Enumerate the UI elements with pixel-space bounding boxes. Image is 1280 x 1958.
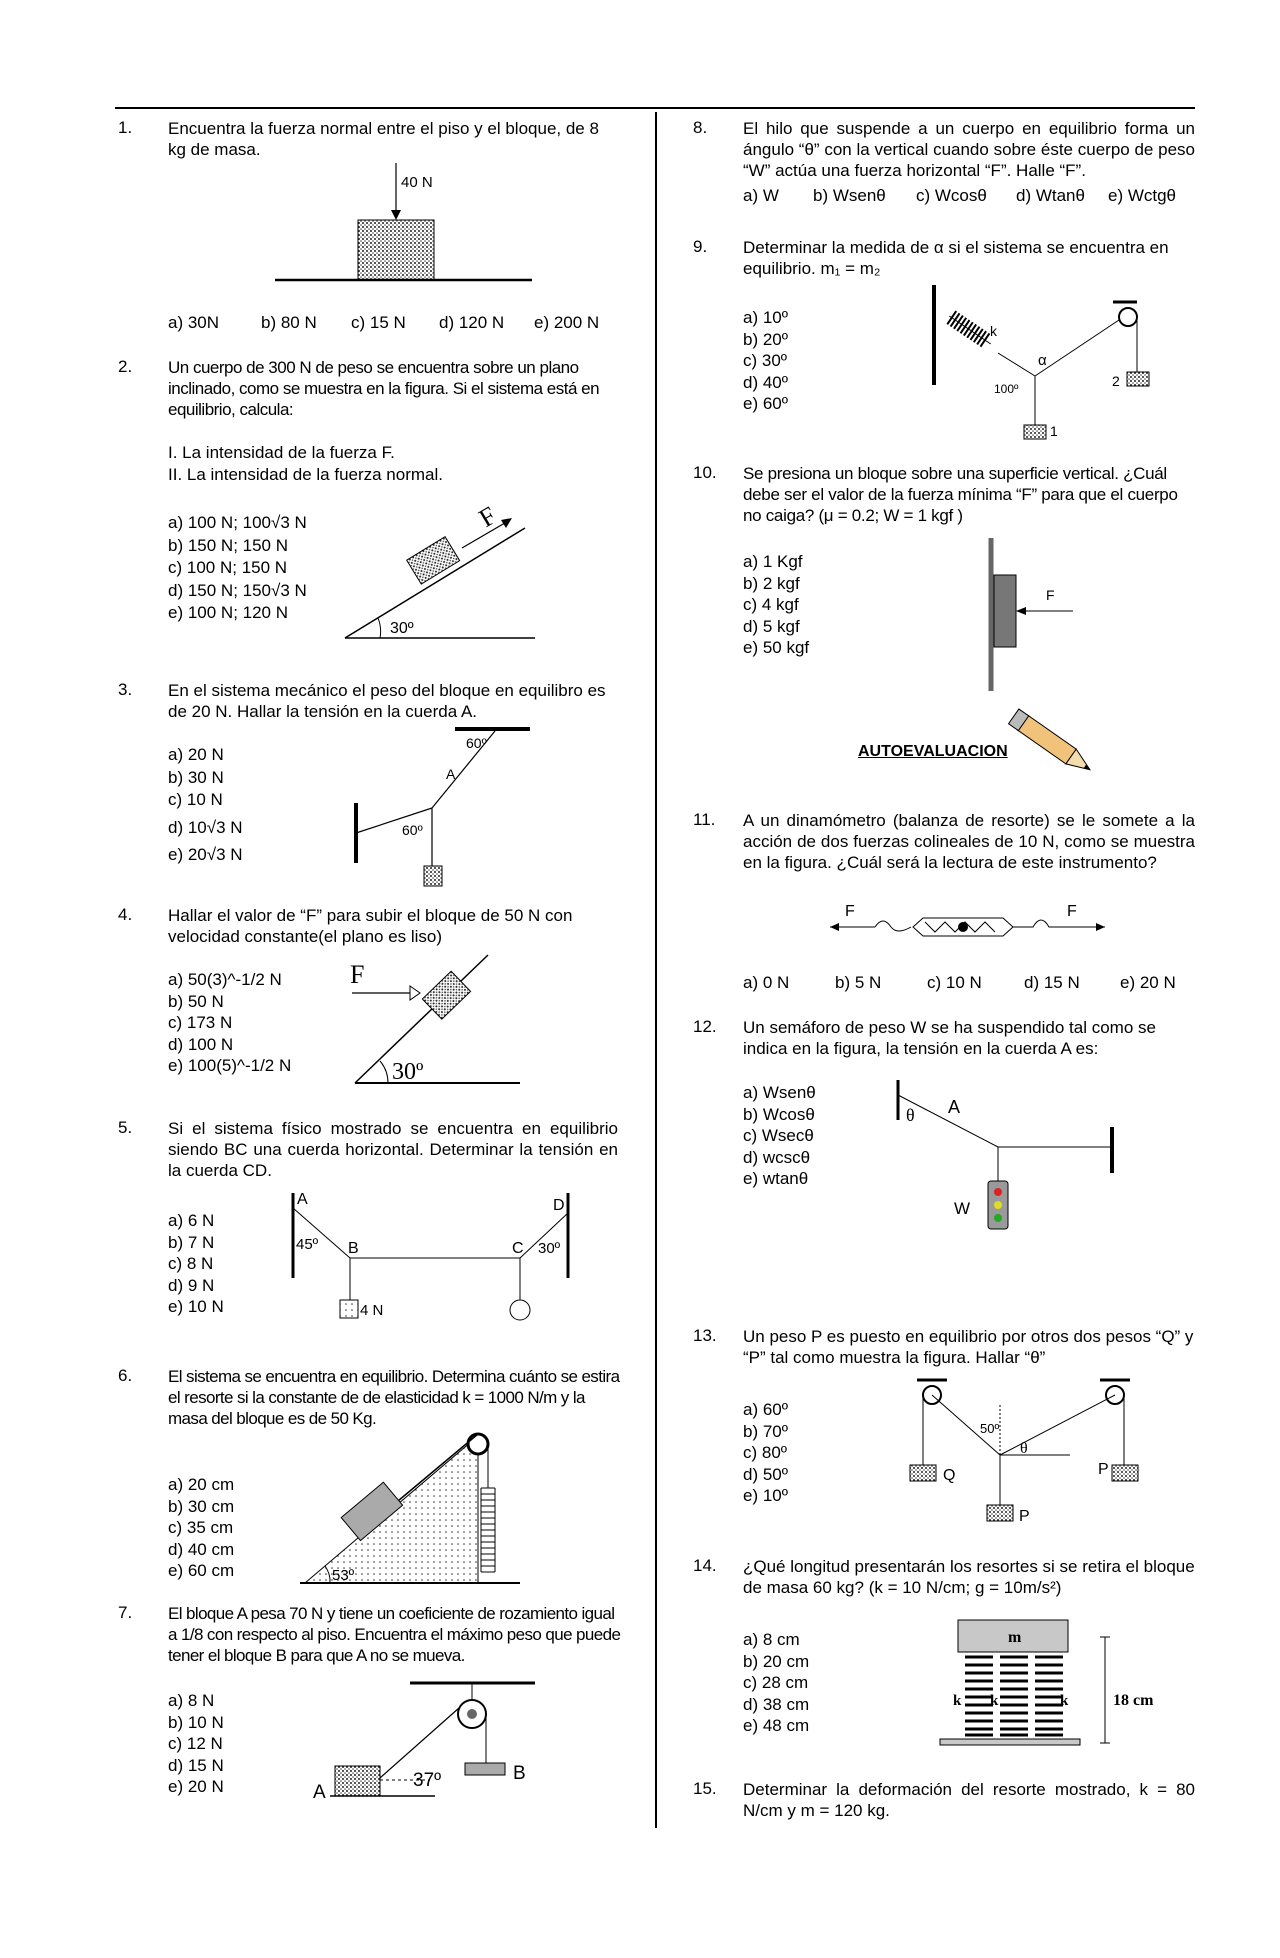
q12-options [743, 1082, 816, 1190]
weight-label: Q [943, 1467, 956, 1484]
force-label: F [845, 903, 855, 920]
top-rule [115, 107, 1195, 109]
option[interactable]: c) 4 kgf [743, 595, 799, 614]
option[interactable]: e) 48 cm [743, 1716, 810, 1735]
option[interactable]: b) Wcosθ [743, 1104, 815, 1124]
block-label: B [513, 1763, 526, 1784]
q9-figure [930, 280, 1170, 450]
option[interactable]: b) 150 N; 150 N [168, 535, 289, 555]
q4-options [168, 969, 291, 1077]
question-number: 6. [118, 1366, 133, 1385]
question-number: 13. [693, 1326, 717, 1345]
option[interactable]: e) 20√3 N [168, 845, 243, 864]
option[interactable]: d) 40º [743, 372, 788, 392]
force-label: F [473, 500, 502, 533]
question-text: El hilo que suspende a un cuerpo en equilibrio forma un ángulo “θ” con la vertical cuando sobre éste cuerpo de peso “W” actúa una fuerza horizontal “F”. Halle “F”. [743, 119, 1195, 180]
mass-label: 1 [1050, 423, 1058, 439]
option[interactable]: d) 50º [743, 1464, 788, 1484]
question-number: 1. [118, 118, 133, 137]
question-number: 9. [693, 237, 708, 256]
option[interactable]: e) 10º [743, 1486, 788, 1505]
option[interactable]: e) 10 N [168, 1297, 224, 1316]
weight-label: 4 N [360, 1302, 384, 1319]
q6-figure [300, 1428, 525, 1588]
q1-options [168, 313, 599, 333]
option[interactable]: a) 50(3)^-1/2 N [168, 970, 282, 989]
q2-figure [340, 500, 540, 642]
option[interactable]: b) 80 N [261, 313, 317, 332]
mass-label: 2 [1112, 373, 1120, 389]
option[interactable]: e) 60 cm [168, 1561, 235, 1580]
option[interactable]: e) 60º [743, 394, 788, 413]
option[interactable]: a) 30N [168, 313, 220, 332]
pencil-icon [1000, 708, 1110, 783]
option[interactable]: b) 5 N [835, 973, 882, 992]
force-label: 40 N [401, 174, 433, 191]
point-label: B [348, 1240, 359, 1257]
question-number: 8. [693, 118, 708, 137]
option[interactable]: d) 38 cm [743, 1694, 810, 1714]
option[interactable]: c) 12 N [168, 1734, 223, 1753]
option[interactable]: a) 8 cm [743, 1630, 800, 1649]
q10-options [743, 551, 809, 659]
angle-label: α [1038, 352, 1047, 369]
question-text: Hallar el valor de “F” para subir el bloque de 50 N con velocidad constante(el plano es liso) [168, 906, 573, 946]
q4-figure [340, 953, 525, 1088]
question-text: Se presiona un bloque sobre una superficie vertical. ¿Cuál debe ser el valor de la fuerza mínima “F” para que el cuerpo no caiga? (μ = 0.2; W = 1 kgf ) [743, 464, 1178, 525]
q3-options [168, 744, 243, 867]
option[interactable]: b) 20 cm [743, 1651, 810, 1671]
cord-label: A [446, 766, 456, 782]
option[interactable]: d) 150 N; 150√3 N [168, 580, 307, 600]
question-text: A un dinamómetro (balanza de resorte) se le somete a la acción de dos fuerzas colineales de 10 N, como se muestra en la figura. ¿Cuál será la lectura de este instrumento? [743, 811, 1195, 872]
q11-options [743, 973, 1176, 993]
angle-label: 45º [296, 1236, 319, 1253]
item: I. La intensidad de la fuerza F. [168, 443, 395, 462]
point-label: C [512, 1240, 524, 1257]
q11-figure [825, 900, 1125, 945]
option[interactable]: b) 30 cm [168, 1496, 235, 1516]
cord-label: A [948, 1097, 961, 1117]
angle-label: 60º [402, 822, 423, 838]
option[interactable]: e) 20 N [1120, 973, 1176, 992]
spring-label: k [1060, 1693, 1069, 1709]
option[interactable]: a) 60º [743, 1400, 788, 1419]
q1-figure [270, 158, 540, 288]
mass-label: m [1008, 1629, 1022, 1646]
angle-label: 30º [392, 1059, 424, 1085]
angle-label: 100º [994, 382, 1019, 396]
q10-figure [983, 533, 1103, 693]
q13-options [743, 1399, 788, 1507]
spring-label: k [990, 1693, 999, 1709]
force-label: F [350, 960, 365, 989]
option[interactable]: d) 40 cm [168, 1539, 235, 1559]
q2-items [168, 442, 443, 485]
angle-label: 60º [466, 735, 487, 751]
option[interactable]: a) 0 N [743, 973, 790, 992]
angle-label: θ [1020, 1440, 1028, 1457]
option[interactable]: d) 100 N [168, 1034, 234, 1054]
option[interactable]: c) 10 N [927, 973, 982, 992]
option[interactable]: a) 100 N; 100√3 N [168, 513, 307, 532]
point-label: D [553, 1197, 565, 1214]
option[interactable]: e) 20 N [168, 1777, 224, 1796]
q13-figure [905, 1375, 1150, 1525]
question-text: Encuentra la fuerza normal entre el piso y el bloque, de 8 kg de masa. [168, 119, 599, 159]
option[interactable]: c) Wcosθ [916, 186, 987, 205]
option[interactable]: a) 1 Kgf [743, 552, 803, 571]
q5-figure [290, 1188, 580, 1333]
q9-options [743, 307, 788, 415]
length-label: 18 cm [1113, 1692, 1154, 1709]
question-text: El bloque A pesa 70 N y tiene un coeficiente de rozamiento igual a 1/8 con respecto al piso. Encuentra el máximo peso que puede tener el bloque B para que A no se mueva. [168, 1604, 621, 1665]
question-number: 11. [693, 810, 716, 829]
spring-label: k [953, 1693, 962, 1709]
option[interactable]: d) 15 N [1024, 973, 1080, 992]
q14-figure [935, 1615, 1165, 1750]
point-label: A [297, 1191, 308, 1208]
force-label: F [1067, 903, 1077, 920]
option[interactable]: e) 100(5)^-1/2 N [168, 1056, 292, 1075]
option[interactable]: a) W [743, 186, 779, 205]
spring-label: k [990, 323, 997, 339]
q6-options [168, 1474, 234, 1582]
question-text: En el sistema mecánico el peso del bloque en equilibro es de 20 N. Hallar la tensión en la cuerda A. [168, 681, 606, 721]
option[interactable]: a) Wsenθ [743, 1083, 816, 1102]
option[interactable]: b) 20º [743, 329, 788, 349]
option[interactable]: b) 70º [743, 1421, 788, 1441]
option[interactable]: d) 9 N [168, 1275, 215, 1295]
block-label: A [313, 1782, 326, 1803]
q5-options [168, 1210, 224, 1318]
question-text: El sistema se encuentra en equilibrio. Determina cuánto se estira el resorte si la constante de de elasticidad k = 1000 N/m y la masa del bloque es de 50 Kg. [168, 1367, 620, 1428]
option[interactable]: c) 10 N [168, 790, 223, 809]
option[interactable]: d) Wtanθ [1016, 186, 1085, 205]
option[interactable]: e) wtanθ [743, 1169, 809, 1188]
option[interactable]: d) wcscθ [743, 1147, 811, 1167]
angle-label: 53º [332, 1567, 355, 1584]
angle-label: θ [906, 1105, 915, 1125]
option[interactable]: c) 28 cm [743, 1673, 809, 1692]
question-number: 12. [693, 1017, 717, 1036]
question-number: 2. [118, 357, 133, 376]
question-number: 14. [693, 1556, 717, 1575]
option[interactable]: b) 50 N [168, 991, 224, 1011]
option[interactable]: a) 10º [743, 308, 788, 327]
section-heading: AUTOEVALUACION [858, 743, 1008, 760]
question-number: 5. [118, 1118, 133, 1137]
weight-label: P [1098, 1461, 1109, 1478]
option[interactable]: c) 15 N [351, 313, 406, 332]
option[interactable]: c) 35 cm [168, 1518, 234, 1537]
angle-label: 37º [413, 1770, 442, 1791]
q3-figure [350, 723, 540, 888]
option[interactable]: e) 100 N; 120 N [168, 603, 289, 622]
option[interactable]: e) 200 N [534, 313, 600, 332]
q7-options [168, 1690, 224, 1798]
option[interactable]: b) 10 N [168, 1712, 224, 1732]
option[interactable]: d) 120 N [439, 313, 505, 332]
item: II. La intensidad de la fuerza normal. [168, 464, 443, 484]
option[interactable]: b) Wsenθ [813, 186, 886, 205]
question-number: 15. [693, 1779, 717, 1798]
weight-label: P [1019, 1508, 1030, 1525]
angle-label: 30º [390, 620, 414, 637]
option[interactable]: b) 7 N [168, 1232, 215, 1252]
question-text: Determinar la deformación del resorte mostrado, k = 80 N/cm y m = 120 kg. [743, 1780, 1195, 1820]
option[interactable]: a) 6 N [168, 1211, 215, 1230]
option[interactable]: c) Wsecθ [743, 1126, 814, 1145]
force-label: F [1046, 587, 1055, 603]
option[interactable]: b) 30 N [168, 767, 224, 787]
q14-options [743, 1629, 809, 1737]
question-text: Un cuerpo de 300 N de peso se encuentra sobre un plano inclinado, como se muestra en la figura. Si el sistema está en equilibrio, calcula: [168, 358, 600, 419]
option[interactable]: b) 2 kgf [743, 573, 800, 593]
option[interactable]: c) 8 N [168, 1254, 214, 1273]
option[interactable]: e) Wctgθ [1108, 186, 1177, 205]
q8-options [743, 186, 1176, 206]
option[interactable]: a) 20 cm [168, 1475, 235, 1494]
question-text: Determinar la medida de α si el sistema se encuentra en equilibrio. m₁ = m₂ [743, 238, 1169, 278]
q7-figure [310, 1678, 540, 1803]
question-text: ¿Qué longitud presentarán los resortes si se retira el bloque de masa 60 kg? (k = 10 N/cm; g = 10m/s²) [743, 1557, 1195, 1597]
question-text: Un peso P es puesto en equilibrio por otros dos pesos “Q” y “P” tal como muestra la figura. Hallar “θ” [743, 1327, 1194, 1367]
question-number: 7. [118, 1603, 133, 1622]
option[interactable]: d) 15 N [168, 1755, 224, 1775]
option[interactable]: d) 10√3 N [168, 817, 243, 837]
option[interactable]: a) 20 N [168, 745, 224, 764]
q12-figure [890, 1075, 1120, 1235]
option[interactable]: e) 50 kgf [743, 638, 810, 657]
option[interactable]: c) 100 N; 150 N [168, 558, 288, 577]
option[interactable]: c) 30º [743, 351, 788, 370]
q2-options [168, 512, 307, 625]
option[interactable]: c) 80º [743, 1443, 788, 1462]
angle-label: 50º [980, 1421, 1000, 1436]
question-number: 4. [118, 905, 133, 924]
question-text: Un semáforo de peso W se ha suspendido tal como se indica en la figura, la tensión en la cuerda A es: [743, 1018, 1156, 1058]
option[interactable]: c) 173 N [168, 1013, 233, 1032]
question-number: 10. [693, 463, 717, 482]
weight-label: W [954, 1199, 971, 1218]
question-number: 3. [118, 680, 133, 699]
column-divider [655, 112, 657, 1828]
question-text: Si el sistema físico mostrado se encuentra en equilibrio siendo BC una cuerda horizontal. Determinar la tensión en la cuerda CD. [168, 1119, 618, 1180]
option[interactable]: d) 5 kgf [743, 616, 800, 636]
option[interactable]: a) 8 N [168, 1691, 215, 1710]
angle-label: 30º [538, 1240, 561, 1257]
